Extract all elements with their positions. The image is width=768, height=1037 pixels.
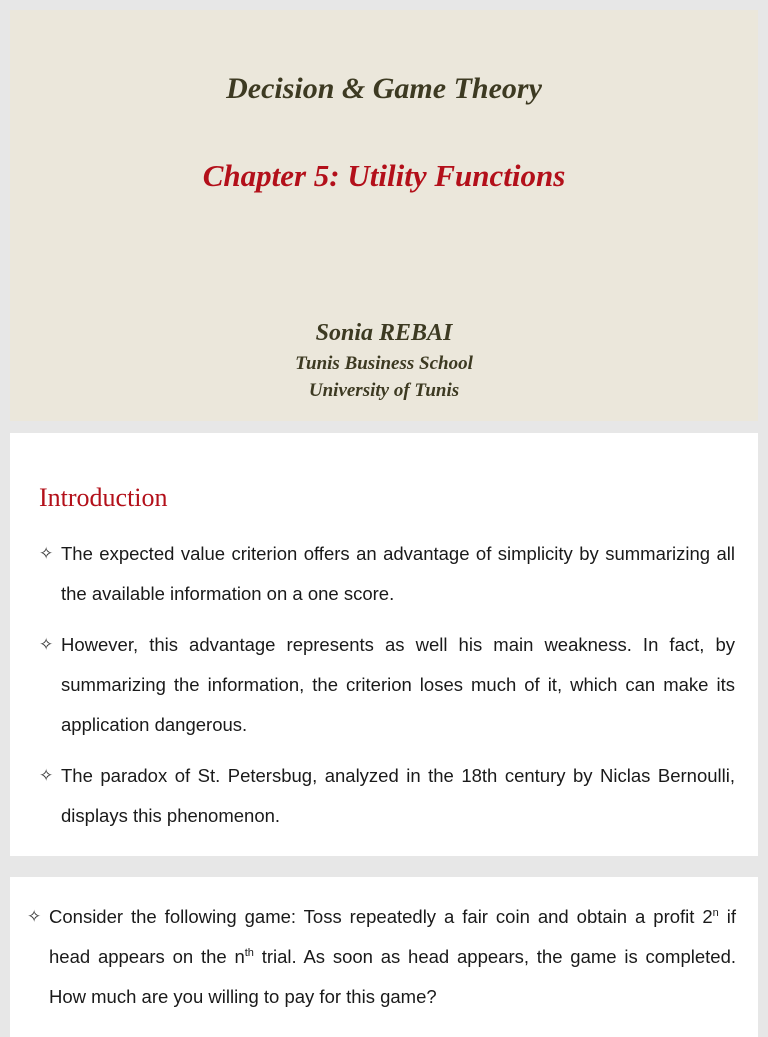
bullet-text: However, this advantage represents as well his main weakness. In fact, by summarizing the information, the criterion loses much of it, which can make its application dangerous. — [61, 634, 735, 735]
course-title: Decision & Game Theory — [226, 72, 542, 105]
title-slide — [10, 10, 758, 421]
list-item — [27, 897, 736, 1017]
list-item — [39, 534, 735, 614]
bullet-star-icon: ✧ — [27, 907, 42, 926]
bullet-star-icon: ✧ — [39, 766, 54, 785]
bullet-text-part: if head appears on the n — [49, 906, 736, 967]
affiliation-school: Tunis Business School — [295, 353, 473, 374]
section-heading: Introduction — [39, 483, 168, 512]
list-item — [39, 625, 735, 745]
bullet-text-part: trial. As soon as head appears, the game is completed. How much are you willing to pay for this game? — [49, 946, 736, 1007]
chapter-title: Chapter 5: Utility Functions — [202, 158, 566, 193]
bullet-list — [27, 897, 736, 1017]
bullet-text: The expected value criterion offers an advantage of simplicity by summarizing all the available information on a one score. — [61, 543, 735, 604]
game-slide — [10, 877, 758, 1037]
bullet-text: The paradox of St. Petersbug, analyzed in the 18th century by Niclas Bernoulli, displays this phenomenon. — [61, 765, 735, 826]
affiliation-university: University of Tunis — [308, 380, 460, 401]
bullet-star-icon: ✧ — [39, 635, 54, 654]
bullet-star-icon: ✧ — [39, 544, 54, 563]
bullet-list — [39, 534, 735, 847]
bullet-text-part: Consider the following game: Toss repeatedly a fair coin and obtain a profit 2 — [49, 906, 713, 927]
superscript-n: n — [712, 906, 719, 919]
introduction-slide — [10, 433, 758, 856]
superscript-th: th — [244, 946, 254, 959]
author-name: Sonia REBAI — [315, 320, 453, 346]
list-item — [39, 756, 735, 836]
